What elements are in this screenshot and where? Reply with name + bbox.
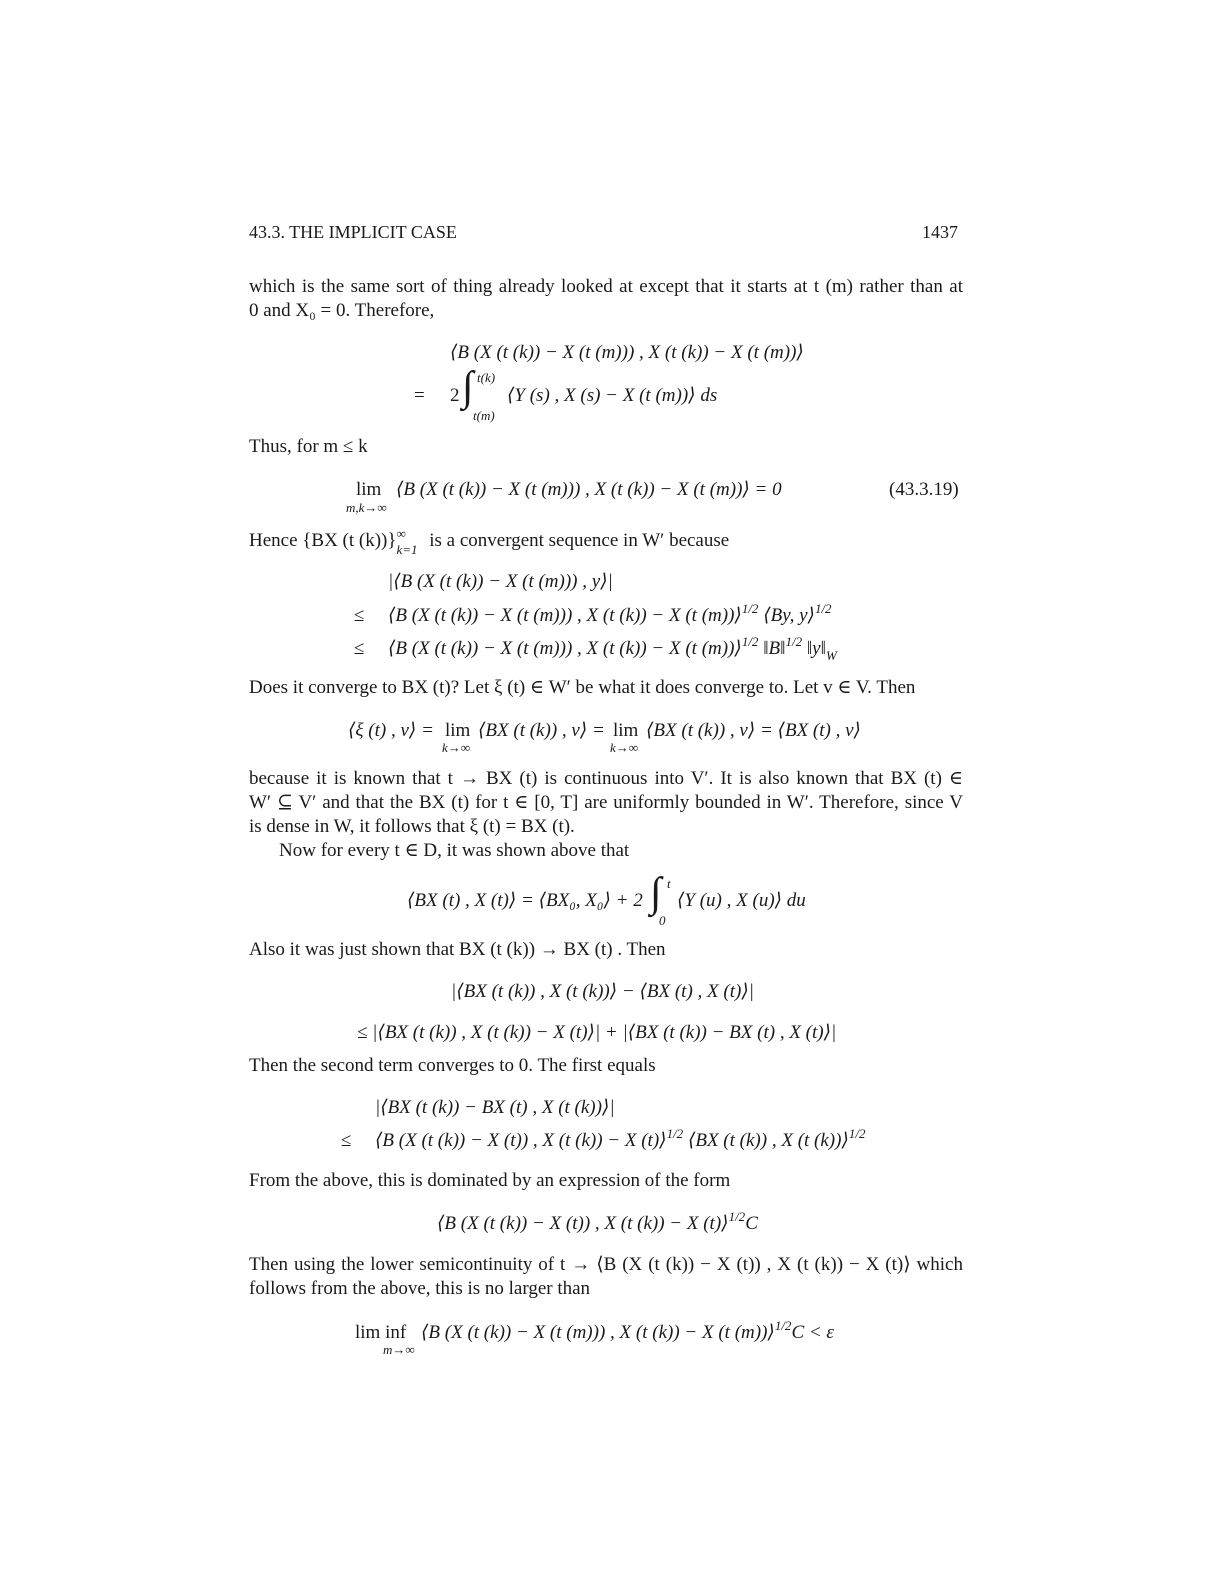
integrand: ⟨Y (s) , X (s) − X (t (m))⟩ ds: [507, 385, 718, 406]
expression: ⟨B (X (t (k)) − X (t (m))) , X (t (k)) − X (t (m))⟩: [388, 605, 742, 626]
equation-1-line-1: ⟨B (X (t (k)) − X (t (m))) , X (t (k)) − X (t (m))⟩: [450, 342, 804, 363]
paragraph-line: Then using the lower semicontinuity of t → ⟨B (X (t (k)) − X (t)) , X (t (k)) − X (t)⟩ which: [249, 1254, 963, 1275]
equation-number: (43.3.19): [889, 479, 959, 500]
paragraph-4: Does it converge to BX (t)? Let ξ (t) ∈ W′ be what it does converge to. Let v ∈ V. Then: [249, 677, 916, 698]
paragraph-line: 0 and X₀ = 0. Therefore,: [249, 300, 435, 321]
paragraph-text: Hence {BX (t (k))}: [249, 530, 397, 551]
exponent: 1/2: [741, 601, 759, 616]
paragraph-5: [249, 767, 963, 863]
leq-sign: ≤: [341, 1130, 352, 1151]
integrand: ⟨Y (u) , X (u)⟩ du: [677, 890, 806, 911]
integral-lower-limit: t(m): [473, 408, 495, 423]
subscript: k=1: [396, 542, 418, 557]
paragraph-8: From the above, this is dominated by an expression of the form: [249, 1170, 731, 1191]
paragraph-1: [249, 275, 963, 323]
exponent: 1/2: [666, 1126, 684, 1141]
paragraph-3: [249, 526, 730, 557]
liminf-operator: lim inf: [355, 1322, 407, 1343]
equation-7-line-1: |⟨BX (t (k)) − BX (t) , X (t (k))⟩|: [375, 1097, 615, 1118]
equation-8: [437, 1209, 758, 1236]
limit-subscript: m→∞: [383, 1342, 415, 1357]
leq-sign: ≤: [354, 638, 365, 659]
integral-sign: ∫: [650, 870, 662, 916]
expression: ⟨B (X (t (k)) − X (t)) , X (t (k)) − X (t)⟩: [375, 1130, 667, 1151]
equation-3-line-3: [388, 634, 837, 668]
paragraph-line: Now for every t ∈ D, it was shown above that: [279, 840, 630, 861]
paragraph-9: [249, 1253, 963, 1301]
equation-2: ⟨B (X (t (k)) − X (t (m))) , X (t (k)) − X (t (m))⟩ = 0: [396, 479, 782, 500]
paragraph-line: W′ ⊆ V′ and that the BX (t) for t ∈ [0, T] are uniformly bounded in W′. Therefore, since V: [249, 792, 963, 813]
limit-subscript: k→∞: [442, 740, 471, 755]
equation-7-line-2: [375, 1126, 866, 1153]
superscript: ∞: [396, 526, 406, 541]
paragraph-line: because it is known that t → BX (t) is continuous into V′. It is also known that BX (t) ∈: [249, 768, 963, 789]
exponent: 1/2: [848, 1126, 866, 1141]
equation-6-line-1: |⟨BX (t (k)) , X (t (k))⟩ − ⟨BX (t) , X (t)⟩|: [451, 981, 754, 1002]
expression: ⟨By, y⟩: [758, 605, 815, 626]
integral-lower-limit: 0: [659, 913, 666, 928]
exponent: 1/2: [774, 1318, 792, 1333]
equation-9: [421, 1318, 834, 1345]
equation-4-part-3: ⟨BX (t (k)) , v⟩ = ⟨BX (t) , v⟩: [646, 720, 861, 741]
equation-3-line-1: |⟨B (X (t (k)) − X (t (m))) , y⟩|: [388, 571, 613, 592]
exponent: 1/2: [785, 634, 803, 649]
expression: ⟨B (X (t (k)) − X (t (m))) , X (t (k)) − X (t (m))⟩: [421, 1322, 775, 1343]
paragraph-6: Also it was just shown that BX (t (k)) → BX (t) . Then: [249, 939, 666, 960]
equation-4-part-1: ⟨ξ (t) , v⟩ =: [348, 720, 434, 741]
exponent: 1/2: [814, 601, 832, 616]
limit-operator: lim: [613, 720, 639, 741]
limit-operator: lim: [445, 720, 471, 741]
equation-5-lhs: ⟨BX (t) , X (t)⟩ = ⟨BX₀, X₀⟩ + 2: [407, 890, 643, 911]
integral-upper-limit: t: [667, 876, 671, 891]
paragraph-text: is a convergent sequence in W′ because: [424, 530, 730, 551]
equals-sign: =: [414, 385, 425, 406]
expression: ‖B‖: [758, 638, 786, 659]
expression: C: [745, 1213, 758, 1234]
equation-3-line-2: [388, 601, 832, 628]
equation-4-part-2: ⟨BX (t (k)) , v⟩ =: [478, 720, 605, 741]
expression: C < ε: [791, 1322, 834, 1343]
exponent: 1/2: [741, 634, 759, 649]
limit-subscript: m,k→∞: [346, 500, 387, 515]
integral-sign: ∫: [462, 364, 474, 410]
paragraph-7: Then the second term converges to 0. The first equals: [249, 1055, 656, 1076]
expression: ⟨BX (t (k)) , X (t (k))⟩: [683, 1130, 849, 1151]
integral-upper-limit: t(k): [477, 370, 496, 385]
equation-6-line-2: ≤ |⟨BX (t (k)) , X (t (k)) − X (t)⟩| + |⟨BX (t (k)) − BX (t) , X (t)⟩|: [357, 1022, 837, 1043]
subscript: W: [825, 648, 837, 663]
paragraph-line: follows from the above, this is no larger than: [249, 1278, 591, 1299]
paragraph-line: which is the same sort of thing already looked at except that it starts at t (m) rather than at: [249, 276, 963, 297]
leq-sign: ≤: [354, 605, 365, 626]
expression: ‖y‖: [802, 638, 826, 659]
limit-subscript: k→∞: [610, 740, 639, 755]
page-number: 1437: [922, 222, 958, 242]
expression: ⟨B (X (t (k)) − X (t)) , X (t (k)) − X (t)⟩: [437, 1213, 729, 1234]
paragraph-line: is dense in W, it follows that ξ (t) = BX (t).: [249, 816, 575, 837]
limit-operator: lim: [356, 479, 382, 500]
coefficient: 2: [450, 385, 460, 406]
paragraph-2: Thus, for m ≤ k: [249, 436, 368, 457]
exponent: 1/2: [728, 1209, 746, 1224]
expression: ⟨B (X (t (k)) − X (t (m))) , X (t (k)) − X (t (m))⟩: [388, 638, 742, 659]
section-header: 43.3. THE IMPLICIT CASE: [249, 222, 457, 242]
